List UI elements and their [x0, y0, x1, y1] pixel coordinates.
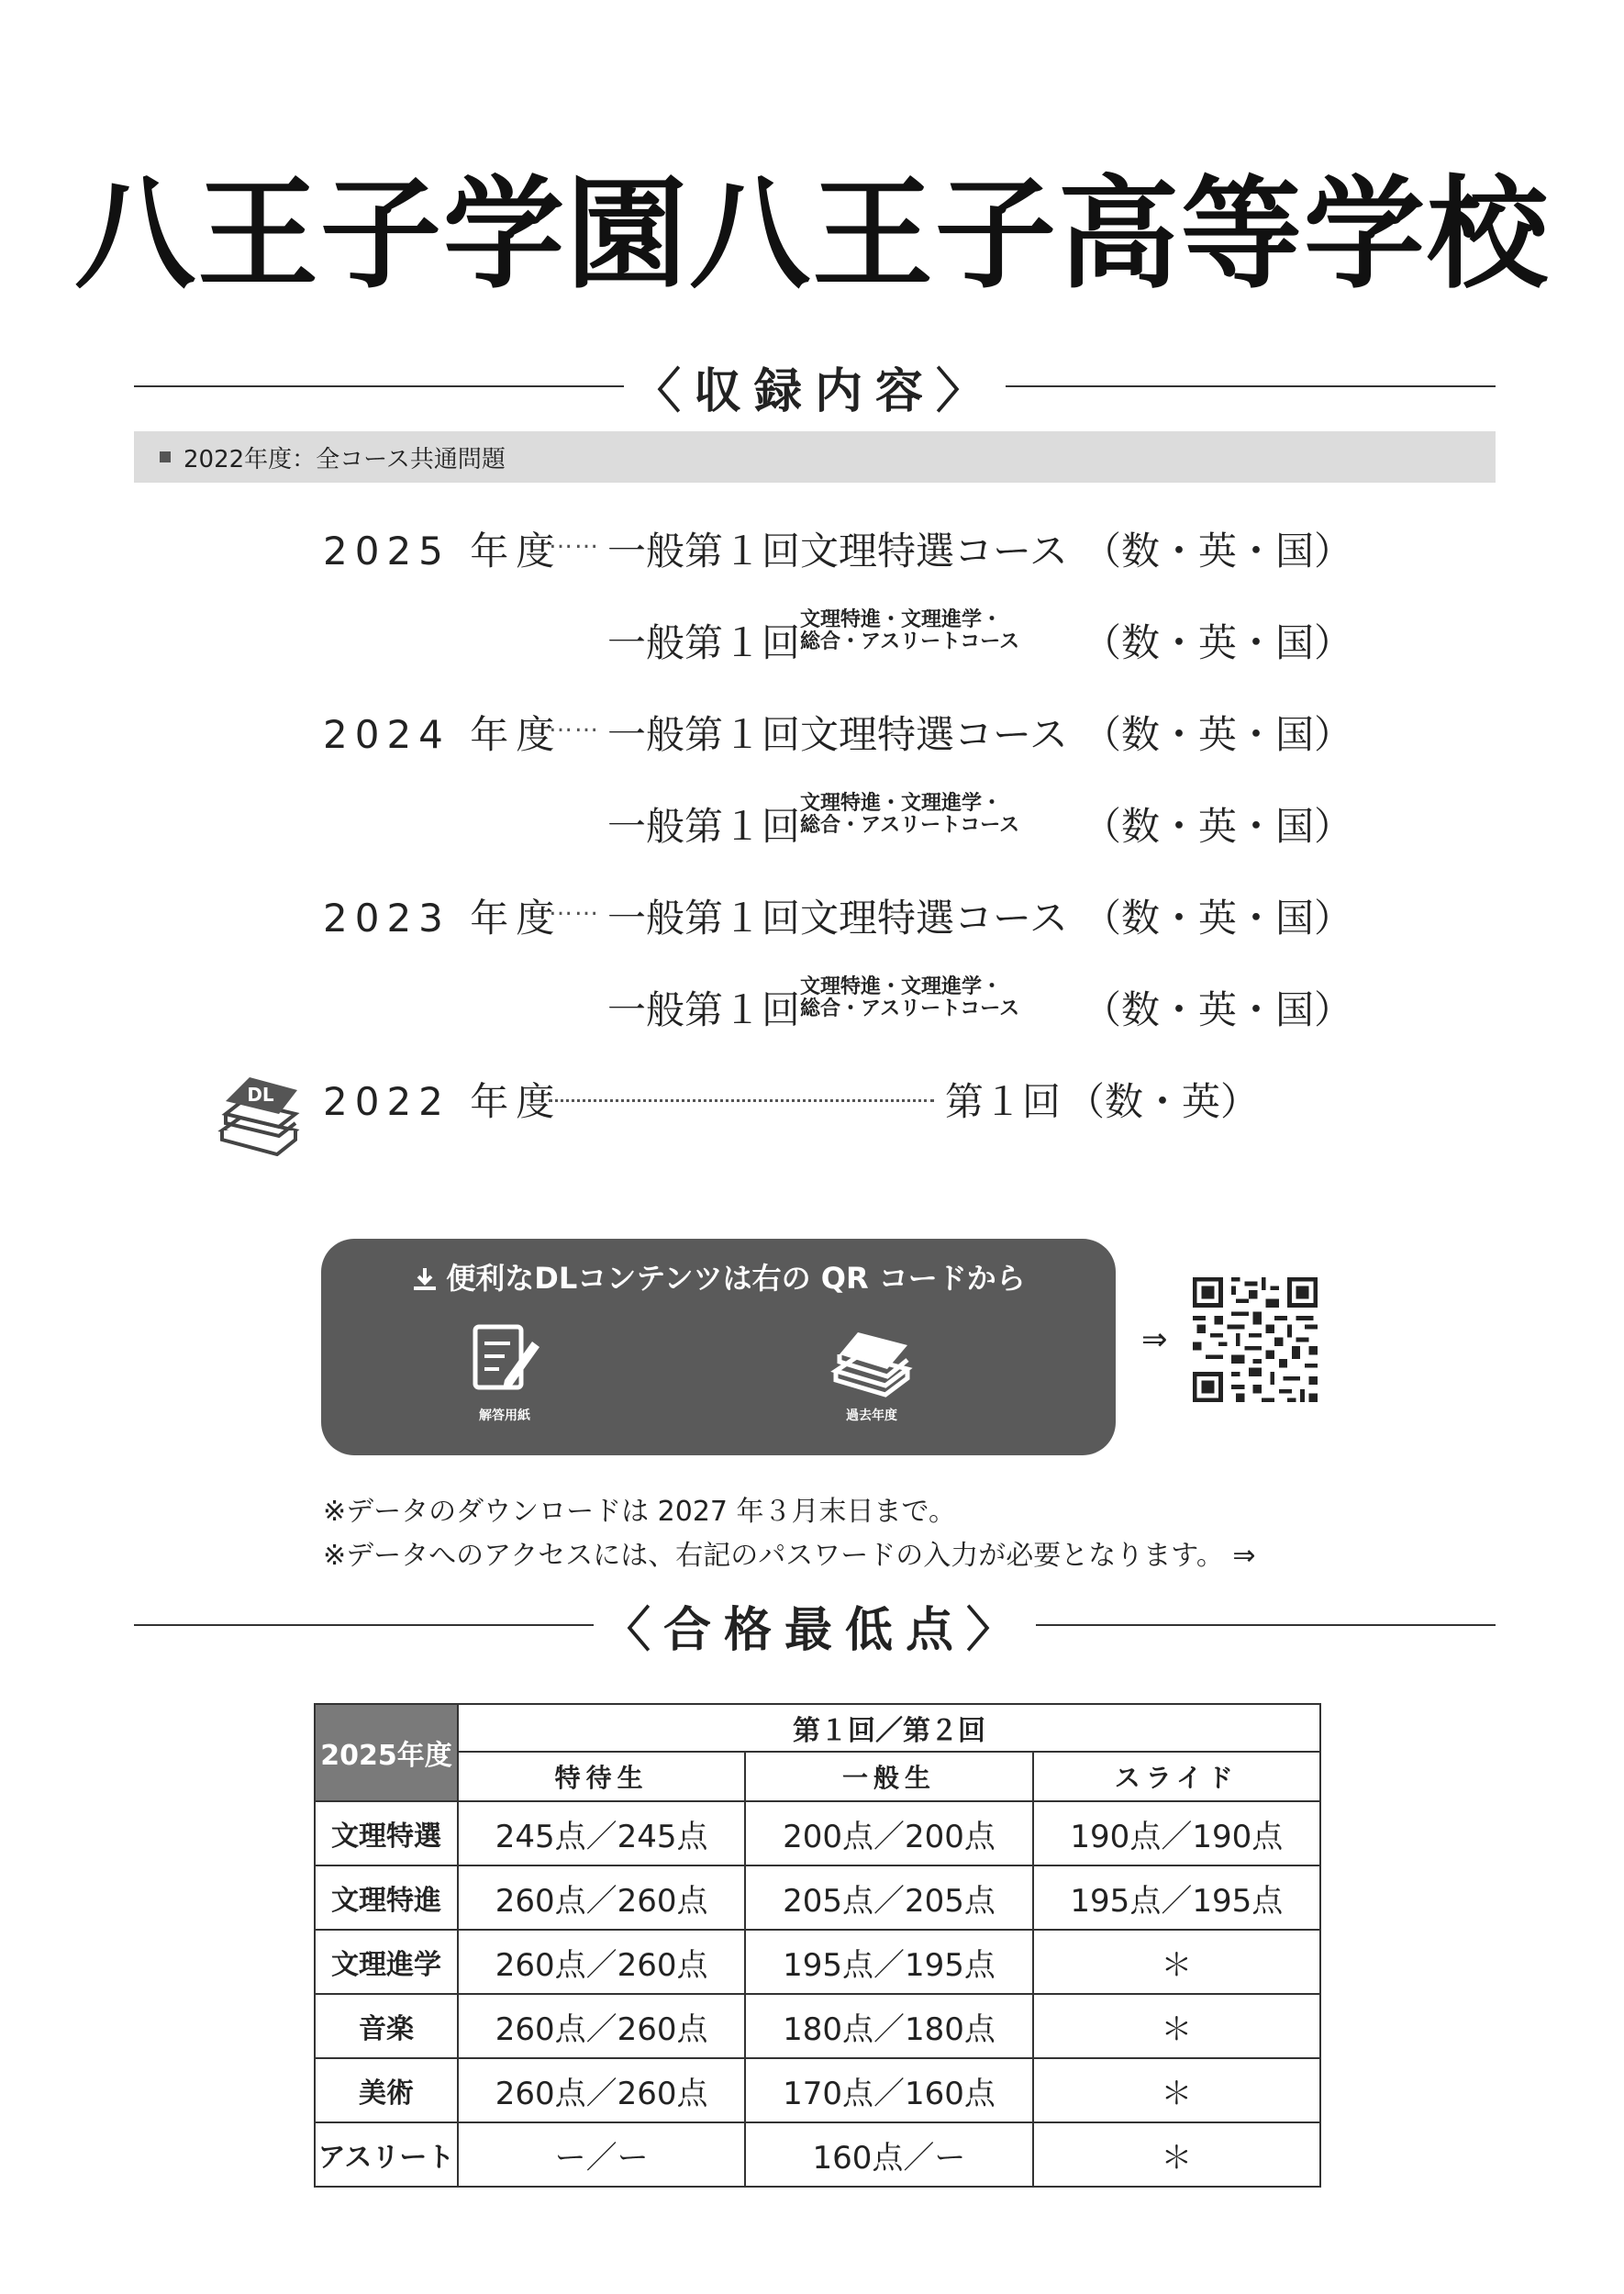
- score-cell: 195点／195点: [1033, 1865, 1320, 1930]
- dl-box-header: [321, 1255, 1116, 1297]
- exam-course: 一般第１回: [607, 620, 801, 665]
- leader-dots: ……: [549, 710, 600, 738]
- column-header-slide: スライド: [1033, 1752, 1320, 1801]
- score-cell: ＊: [1033, 2122, 1320, 2187]
- course-list-stacked: [800, 609, 1019, 653]
- exam-subjects: （数・英・国）: [1083, 712, 1353, 757]
- exam-subjects: （数・英）: [1066, 1079, 1260, 1124]
- download-deadline-note: ※データのダウンロードは 2027 年３月末日まで。: [323, 1496, 956, 1528]
- course-list-stacked: [800, 976, 1019, 1020]
- exam-course: 一般第１回: [607, 804, 801, 849]
- exam-course: 一般第１回: [607, 987, 801, 1032]
- table-row: [315, 1930, 1320, 1994]
- leader-dots: ……: [549, 894, 600, 921]
- column-header-special: 特待生: [458, 1752, 745, 1801]
- exam-subjects: （数・英・国）: [1083, 896, 1353, 941]
- score-cell: 260点／260点: [458, 2058, 745, 2122]
- score-cell: 245点／245点: [458, 1801, 745, 1865]
- row-label: 文理特選: [315, 1801, 458, 1865]
- year-label: 2024 年度: [323, 712, 562, 757]
- exam-course: 一般第１回文理特選コース: [607, 896, 1068, 941]
- exam-subjects: （数・英・国）: [1083, 987, 1353, 1032]
- course-list-line: 文理特進・文理進学・: [800, 608, 1003, 631]
- contents-section-header: [134, 354, 1496, 418]
- score-cell: 160点／ー: [745, 2122, 1032, 2187]
- score-cell: ＊: [1033, 2058, 1320, 2122]
- leader-dots: ……: [549, 527, 600, 554]
- past-years-books-icon: [830, 1321, 913, 1398]
- score-cell: 190点／190点: [1033, 1801, 1320, 1865]
- minimum-score-table: [314, 1703, 1321, 2188]
- row-label: 文理特進: [315, 1865, 458, 1930]
- common-problem-note-text: 2022年度：全コース共通問題: [184, 445, 506, 473]
- score-cell: ＊: [1033, 1930, 1320, 1994]
- exam-course: 第１回: [945, 1079, 1062, 1124]
- row-label: アスリート: [315, 2122, 458, 2187]
- course-list-line: 文理特進・文理進学・: [800, 975, 1003, 998]
- exam-course: 一般第１回文理特選コース: [607, 712, 1068, 757]
- page-title: 八王子学園八王子高等学校: [74, 164, 1550, 306]
- course-list-line: 総合・アスリートコース: [800, 630, 1020, 653]
- score-cell: 180点／180点: [745, 1994, 1032, 2058]
- divider: [134, 385, 624, 387]
- contents-header-label: 〈収録内容〉: [633, 363, 997, 419]
- score-cell: 200点／200点: [745, 1801, 1032, 1865]
- table-year-corner: 2025年度: [315, 1704, 458, 1801]
- table-row: [315, 2058, 1320, 2122]
- table-row: [315, 1865, 1320, 1930]
- dl-icon-text: DL: [247, 1084, 274, 1106]
- course-list-stacked: [800, 793, 1019, 837]
- exam-subjects: （数・英・国）: [1083, 620, 1353, 665]
- exam-subjects: （数・英・国）: [1083, 529, 1353, 574]
- dl-contents-box: [321, 1239, 1116, 1455]
- qr-arrow: ⇒: [1141, 1321, 1168, 1358]
- score-cell: 260点／260点: [458, 1930, 745, 1994]
- course-list-line: 総合・アスリートコース: [800, 814, 1020, 837]
- divider: [1036, 1624, 1496, 1626]
- year-label: 2023 年度: [323, 896, 562, 941]
- exam-subjects: （数・英・国）: [1083, 804, 1353, 849]
- qr-code-image[interactable]: [1193, 1277, 1318, 1402]
- exam-course: 一般第１回文理特選コース: [607, 529, 1068, 574]
- score-cell: ＊: [1033, 1994, 1320, 2058]
- score-cell: ー／ー: [458, 2122, 745, 2187]
- score-cell: 260点／260点: [458, 1994, 745, 2058]
- answer-sheet-download[interactable]: [440, 1321, 569, 1424]
- course-list-line: 総合・アスリートコース: [800, 997, 1020, 1020]
- score-cell: 195点／195点: [745, 1930, 1032, 1994]
- score-header-label: 〈合格最低点〉: [603, 1602, 1028, 1658]
- year-label: 2022 年度: [323, 1079, 562, 1124]
- answer-sheet-caption: 解答用紙: [479, 1409, 530, 1423]
- past-years-caption: 過去年度: [846, 1409, 897, 1423]
- year-label: 2025 年度: [323, 529, 562, 574]
- password-note: ※データへのアクセスには、右記のパスワードの入力が必要となります。 ⇒: [323, 1540, 1256, 1572]
- download-icon: [411, 1265, 439, 1293]
- divider: [1006, 385, 1496, 387]
- table-row: [315, 2122, 1320, 2187]
- score-cell: 205点／205点: [745, 1865, 1032, 1930]
- table-row: [315, 1994, 1320, 2058]
- row-label: 文理進学: [315, 1930, 458, 1994]
- square-bullet-icon: [160, 451, 171, 462]
- leader-dots: [549, 1099, 934, 1102]
- column-header-general: 一般生: [745, 1752, 1032, 1801]
- row-label: 音楽: [315, 1994, 458, 2058]
- table-round-header: 第１回／第２回: [458, 1704, 1320, 1752]
- dl-books-icon: [213, 1074, 301, 1156]
- past-years-download[interactable]: [807, 1321, 936, 1424]
- score-cell: 260点／260点: [458, 1865, 745, 1930]
- course-list-line: 文理特進・文理進学・: [800, 792, 1003, 815]
- row-label: 美術: [315, 2058, 458, 2122]
- divider: [134, 1624, 594, 1626]
- dl-box-header-text: 便利なDLコンテンツは右の QR コードから: [446, 1261, 1026, 1296]
- table-row: [315, 1801, 1320, 1865]
- answer-sheet-icon: [468, 1321, 541, 1398]
- score-section-header: [134, 1593, 1496, 1657]
- score-cell: 170点／160点: [745, 2058, 1032, 2122]
- common-problem-note: [134, 431, 1496, 483]
